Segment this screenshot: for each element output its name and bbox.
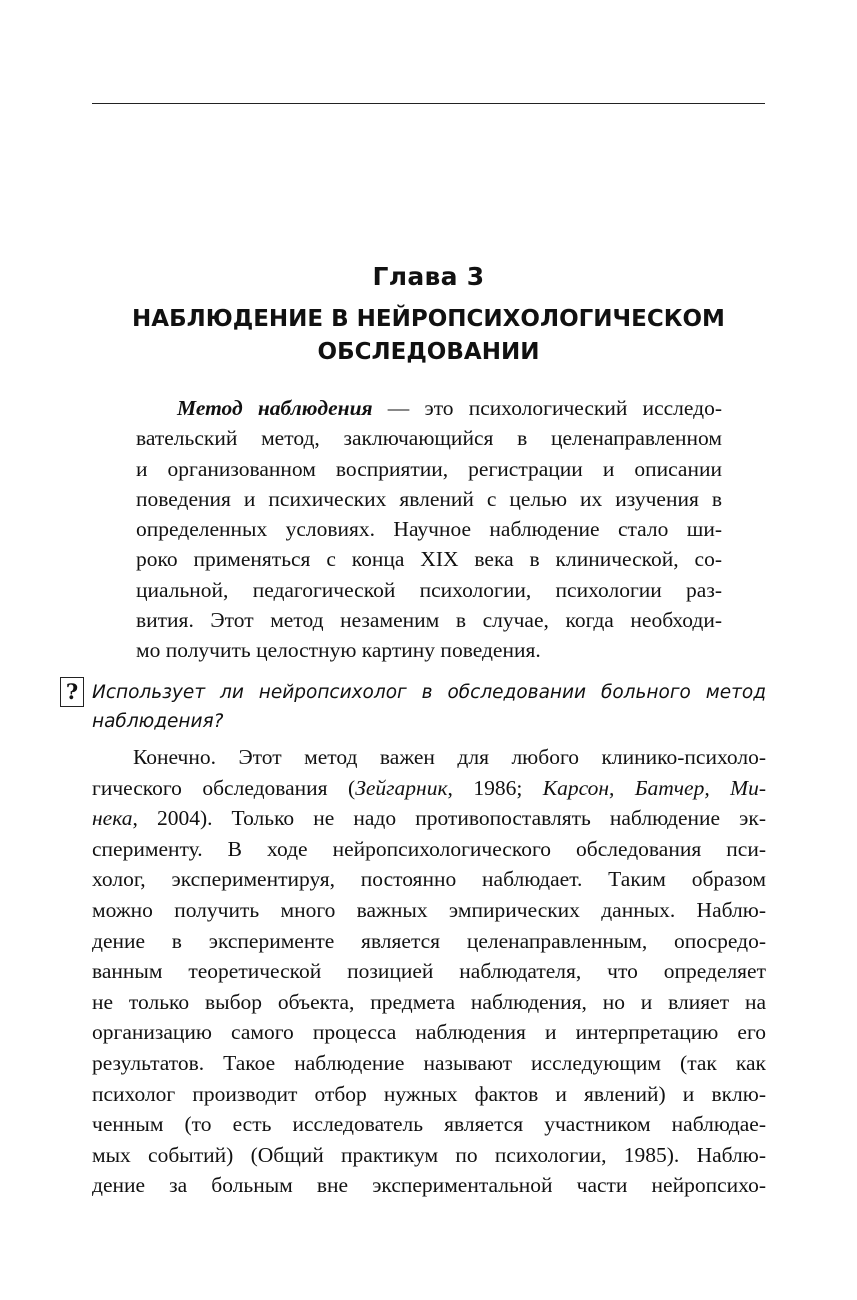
- answer-line: психолог производит отбор нужных фактов и явлений) и вклю-: [92, 1081, 766, 1106]
- intro-line: поведения и психических явлений с целью их изучения в: [136, 486, 722, 511]
- citation-author: нека: [92, 806, 133, 831]
- answer-text: гического обследования (: [92, 775, 356, 800]
- chapter-title-line: ОБСЛЕДОВАНИИ: [317, 339, 540, 365]
- intro-first-line-rest: — это психологический исследо-: [372, 396, 722, 420]
- intro-line: роко применяться с конца XIX века в клинической, со-: [136, 547, 722, 572]
- answer-line: дение в эксперименте является целенаправленным, опосредо-: [92, 928, 766, 953]
- answer-text: , 1986;: [447, 775, 543, 800]
- answer-line: можно получить много важных эмпирических данных. Наблю-: [92, 897, 766, 922]
- answer-line: дение за больным вне экспериментальной части нейропсихо-: [92, 1173, 766, 1198]
- answer-line: организацию самого процесса наблюдения и интерпретацию его: [92, 1020, 766, 1045]
- answer-line: результатов. Такое наблюдение называют исследующим (так как: [92, 1050, 766, 1075]
- header-rule: [92, 103, 765, 104]
- chapter-title: [92, 303, 765, 369]
- answer-line: холог, экспериментируя, постоянно наблюдает. Таким образом: [92, 867, 766, 892]
- answer-line: ченным (то есть исследователь является участником наблюдае-: [92, 1112, 766, 1137]
- answer-line: сперименту. В ходе нейропсихологического обследования пси-: [92, 836, 766, 861]
- answer-line: ванным теоретической позицией наблюдателя, что определяет: [92, 959, 766, 984]
- intro-line: вательский метод, заключающийся в целенаправленном: [136, 426, 722, 451]
- question-line: Использует ли нейропсихолог в обследовании больного метод: [92, 682, 766, 703]
- intro-line: мо получить целостную картину поведения.: [136, 638, 541, 663]
- intro-line: вития. Этот метод незаменим в случае, когда необходи-: [136, 608, 722, 633]
- intro-line: и организованном восприятии, регистрации и описании: [136, 456, 722, 481]
- answer-line: [92, 803, 766, 834]
- chapter-number: Глава 3: [372, 262, 485, 291]
- question-text: [92, 678, 766, 736]
- intro-line: определенных условиях. Научное наблюдение стало ши-: [136, 517, 722, 542]
- answer-text: , 2004). Только не надо противопоставлять наблюдение эк-: [132, 806, 766, 831]
- intro-line: [136, 393, 722, 423]
- answer-line: Конечно. Этот метод важен для любого клинико-психоло-: [133, 745, 766, 769]
- intro-line: циальной, педагогической психологии, психологии раз-: [136, 577, 722, 602]
- answer-line: мых событий) (Общий практикум по психологии, 1985). Наблю-: [92, 1142, 766, 1167]
- answer-line: не только выбор объекта, предмета наблюдения, но и влияет на: [92, 989, 766, 1014]
- citation-author: Карсон, Батчер, Ми-: [542, 775, 766, 800]
- intro-paragraph: [136, 393, 722, 666]
- chapter-title-line: НАБЛЮДЕНИЕ В НЕЙРОПСИХОЛОГИЧЕСКОМ: [132, 306, 725, 332]
- question-mark-icon: ?: [60, 677, 84, 707]
- question-line: наблюдения?: [92, 711, 224, 732]
- answer-line: [92, 773, 766, 804]
- citation-author: Зейгарник: [355, 775, 448, 800]
- intro-term: Метод наблюдения: [177, 396, 373, 420]
- answer-paragraph: [92, 742, 766, 1201]
